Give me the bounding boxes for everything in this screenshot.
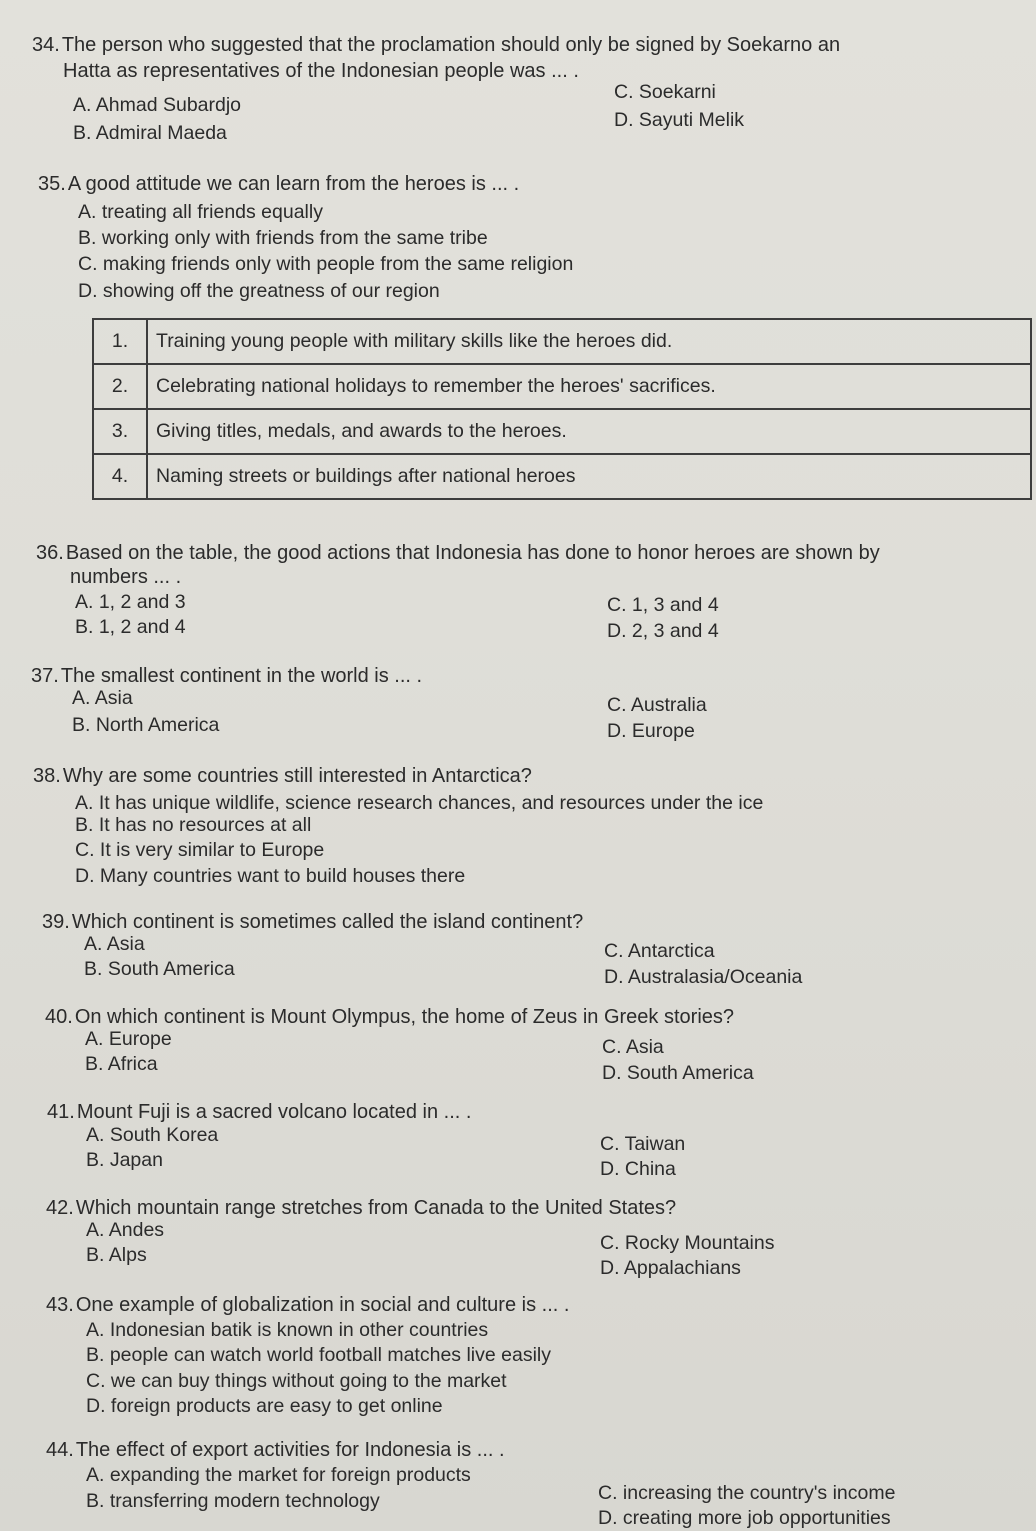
question-36-stem-line1 xyxy=(36,541,880,566)
question-number: 39. xyxy=(42,911,70,933)
table-row xyxy=(93,319,1031,364)
question-35-stem xyxy=(38,172,519,197)
option-d[interactable]: D. showing off the greatness of our region xyxy=(78,280,440,302)
option-b[interactable]: B. people can watch world football matches live easily xyxy=(86,1344,551,1366)
option-a[interactable]: A. It has unique wildlife, science research chances, and resources under the ice xyxy=(75,792,764,814)
question-text: The effect of export activities for Indonesia is ... . xyxy=(75,1439,505,1461)
option-c[interactable]: C. Antarctica xyxy=(604,940,715,962)
option-b[interactable]: B. transferring modern technology xyxy=(86,1490,380,1512)
option-a[interactable]: A. Asia xyxy=(84,933,145,955)
question-text: Why are some countries still interested in Antarctica? xyxy=(62,765,532,787)
option-b[interactable]: B. It has no resources at all xyxy=(75,814,312,836)
question-number: 37. xyxy=(31,665,59,687)
question-text: One example of globalization in social and culture is ... . xyxy=(75,1294,570,1316)
option-b[interactable]: B. Africa xyxy=(85,1053,158,1075)
question-text: Mount Fuji is a sacred volcano located in ... . xyxy=(76,1101,472,1123)
row-number: 1. xyxy=(93,319,147,364)
option-b[interactable]: B. North America xyxy=(72,714,220,736)
option-a[interactable]: A. South Korea xyxy=(86,1124,219,1146)
option-b[interactable]: B. Alps xyxy=(86,1244,147,1266)
row-text: Celebrating national holidays to remember the heroes' sacrifices. xyxy=(147,364,1031,409)
option-c[interactable]: C. making friends only with people from the same religion xyxy=(78,253,574,275)
question-text: On which continent is Mount Olympus, the home of Zeus in Greek stories? xyxy=(74,1006,735,1028)
question-44-stem xyxy=(46,1438,505,1463)
option-c[interactable]: C. Soekarni xyxy=(614,81,716,103)
option-d[interactable]: D. Sayuti Melik xyxy=(614,109,745,131)
question-number: 38. xyxy=(33,765,61,787)
option-b[interactable]: B. Japan xyxy=(86,1149,163,1171)
question-41-stem xyxy=(47,1100,471,1125)
row-text: Naming streets or buildings after national heroes xyxy=(147,454,1031,499)
question-number: 36. xyxy=(36,542,64,564)
row-number: 2. xyxy=(93,364,147,409)
option-d[interactable]: D. foreign products are easy to get online xyxy=(86,1395,443,1417)
question-number: 35. xyxy=(38,173,66,195)
question-34-stem-line1 xyxy=(32,33,840,58)
option-d[interactable]: D. Europe xyxy=(607,720,695,742)
row-text: Training young people with military skills like the heroes did. xyxy=(147,319,1031,364)
question-number: 44. xyxy=(46,1439,74,1461)
row-text: Giving titles, medals, and awards to the heroes. xyxy=(147,409,1031,454)
question-text: Based on the table, the good actions that Indonesia has done to honor heroes are shown by xyxy=(65,542,880,564)
option-d[interactable]: D. Australasia/Oceania xyxy=(604,966,803,988)
option-a[interactable]: A. Ahmad Subardjo xyxy=(73,94,242,116)
question-text: A good attitude we can learn from the heroes is ... . xyxy=(67,173,520,195)
option-c[interactable]: C. Australia xyxy=(607,694,707,716)
question-34-stem-line2: Hatta as representatives of the Indonesian people was ... . xyxy=(63,60,579,82)
row-number: 4. xyxy=(93,454,147,499)
option-c[interactable]: C. increasing the country's income xyxy=(598,1482,896,1504)
question-38-stem xyxy=(33,764,532,789)
option-d[interactable]: D. creating more job opportunities xyxy=(598,1507,891,1529)
table-row xyxy=(93,364,1031,409)
option-d[interactable]: D. Appalachians xyxy=(600,1257,741,1279)
row-number: 3. xyxy=(93,409,147,454)
question-36-stem-line2: numbers ... . xyxy=(70,566,182,588)
question-text: Which mountain range stretches from Canada to the United States? xyxy=(75,1197,677,1219)
option-d[interactable]: D. Many countries want to build houses there xyxy=(75,865,466,887)
question-number: 41. xyxy=(47,1101,75,1123)
option-a[interactable]: A. Asia xyxy=(72,687,133,709)
option-d[interactable]: D. 2, 3 and 4 xyxy=(607,620,719,642)
question-text: The smallest continent in the world is ... . xyxy=(60,665,423,687)
option-b[interactable]: B. Admiral Maeda xyxy=(73,122,227,144)
option-c[interactable]: C. It is very similar to Europe xyxy=(75,839,325,861)
option-c[interactable]: C. 1, 3 and 4 xyxy=(607,594,719,616)
option-c[interactable]: C. Taiwan xyxy=(600,1133,686,1155)
heroes-table xyxy=(92,318,1032,500)
question-number: 42. xyxy=(46,1197,74,1219)
option-a[interactable]: A. Europe xyxy=(85,1028,172,1050)
question-43-stem xyxy=(46,1293,569,1318)
question-text: The person who suggested that the proclamation should only be signed by Soekarno an xyxy=(61,34,841,56)
option-a[interactable]: A. treating all friends equally xyxy=(78,201,323,223)
option-c[interactable]: C. Asia xyxy=(602,1036,664,1058)
question-number: 40. xyxy=(45,1006,73,1028)
option-d[interactable]: D. China xyxy=(600,1158,676,1180)
table-row xyxy=(93,454,1031,499)
option-d[interactable]: D. South America xyxy=(602,1062,754,1084)
question-number: 34. xyxy=(32,34,60,56)
option-a[interactable]: A. Indonesian batik is known in other countries xyxy=(86,1319,489,1341)
option-a[interactable]: A. 1, 2 and 3 xyxy=(75,591,186,613)
question-text: Which continent is sometimes called the island continent? xyxy=(71,911,584,933)
option-a[interactable]: A. expanding the market for foreign products xyxy=(86,1464,471,1486)
option-b[interactable]: B. South America xyxy=(84,958,235,980)
question-number: 43. xyxy=(46,1294,74,1316)
option-a[interactable]: A. Andes xyxy=(86,1219,165,1241)
option-c[interactable]: C. Rocky Mountains xyxy=(600,1232,775,1254)
option-b[interactable]: B. 1, 2 and 4 xyxy=(75,616,186,638)
option-c[interactable]: C. we can buy things without going to the market xyxy=(86,1370,507,1392)
option-b[interactable]: B. working only with friends from the same tribe xyxy=(78,227,488,249)
table-row xyxy=(93,409,1031,454)
